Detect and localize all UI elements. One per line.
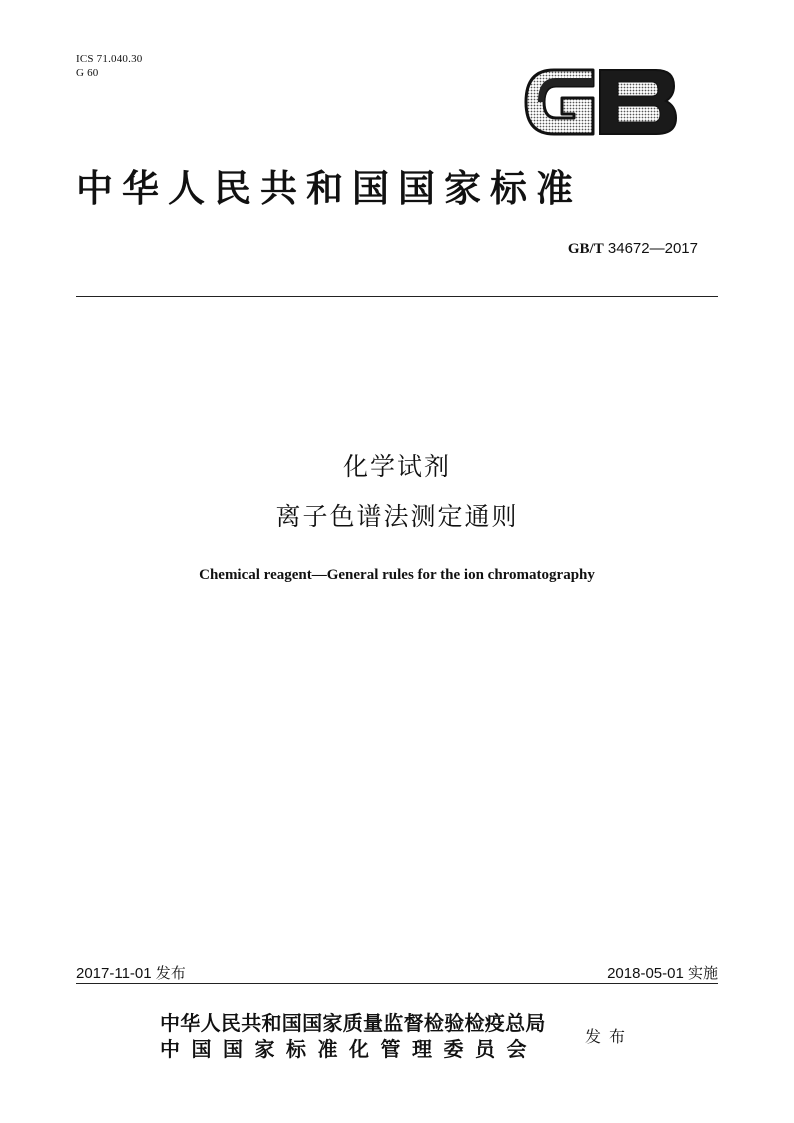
- top-divider: [76, 296, 718, 297]
- ics-code: ICS 71.040.30: [76, 53, 143, 65]
- gb-logo-graphic: [518, 62, 678, 142]
- publish-label: 发布: [585, 1027, 634, 1046]
- gb-logo-b-shape: [600, 70, 676, 134]
- national-standard-heading: 中华人民共和国国家标准: [76, 166, 582, 210]
- issuer-sac: 中国国家标准化管理委员会: [160, 1037, 538, 1061]
- gb-logo-b-hole-bottom: [618, 106, 660, 122]
- title-cn-line1: 化学试剂: [342, 452, 451, 481]
- standard-number-value: 34672—2017: [607, 240, 698, 257]
- issue-date: 2017-11-01 发布: [76, 965, 186, 982]
- classification-codes: [76, 52, 142, 80]
- issuer-aqsiq: 中华人民共和国国家质量监督检验检疫总局: [160, 1011, 546, 1035]
- gb-logo: [518, 62, 678, 142]
- standard-number: [568, 240, 698, 258]
- title-en: Chemical reagent—General rules for the ion chromatography: [199, 567, 595, 583]
- implementation-date: 2018-05-01 实施: [607, 965, 718, 982]
- title-cn-line2: 离子色谱法测定通则: [275, 502, 519, 531]
- standard-number-prefix: GB/T: [567, 241, 604, 257]
- ccs-code: G 60: [76, 67, 99, 79]
- gb-logo-b-hole-top: [618, 82, 658, 96]
- bottom-divider: [76, 983, 718, 984]
